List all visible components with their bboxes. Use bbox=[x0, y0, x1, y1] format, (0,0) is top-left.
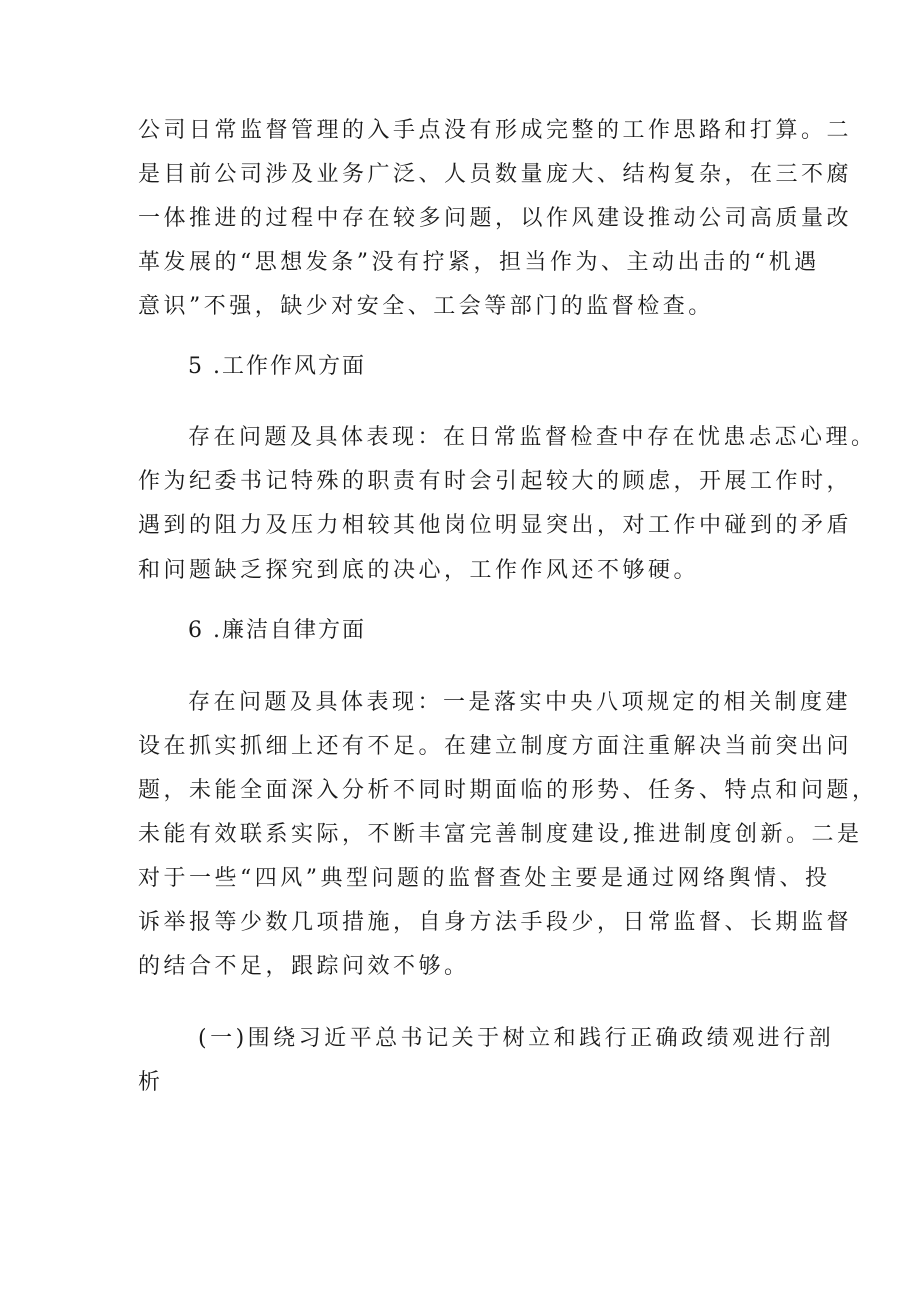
subsection-heading: (一)围绕习近平总书记关于树立和践行正确政绩观进行剖 bbox=[198, 1026, 835, 1051]
paragraph-line: 存在问题及具体表现：一是落实中央八项规定的相关制度建 bbox=[188, 690, 852, 715]
paragraph-line: 公司日常监督管理的入手点没有形成完整的工作思路和打算。二 bbox=[138, 118, 853, 143]
paragraph-line: 作为纪委书记特殊的职责有时会引起较大的顾虑，开展工作时， bbox=[138, 469, 853, 494]
subsection-heading-continued: 析 bbox=[138, 1070, 164, 1095]
paragraph-line: 诉举报等少数几项措施，自身方法手段少，日常监督、长期监督 bbox=[138, 910, 853, 935]
paragraph-line: 和问题缺乏探究到底的决心，工作作风还不够硬。 bbox=[138, 558, 700, 583]
paragraph-line: 设在抓实抓细上还有不足。在建立制度方面注重解决当前突出问 bbox=[138, 734, 853, 759]
section-heading-5: 5 .工作作风方面 bbox=[188, 354, 366, 379]
paragraph-line: 遇到的阻力及压力相较其他岗位明显突出，对工作中碰到的矛盾 bbox=[138, 513, 853, 538]
paragraph-line: 意识”不强，缺少对安全、工会等部门的监督检查。 bbox=[138, 294, 714, 319]
paragraph-line: 一体推进的过程中存在较多问题，以作风建设推动公司高质量改 bbox=[138, 206, 853, 231]
paragraph-line: 题，未能全面深入分析不同时期面临的形势、任务、特点和问题， bbox=[138, 778, 878, 803]
paragraph-line: 的结合不足，跟踪问效不够。 bbox=[138, 954, 470, 979]
paragraph-line: 对于一些“四风”典型问题的监督查处主要是通过网络舆情、投 bbox=[138, 866, 831, 891]
paragraph-line: 革发展的“思想发条”没有拧紧，担当作为、主动出击的“机遇 bbox=[138, 250, 820, 275]
section-heading-6: 6 .廉洁自律方面 bbox=[188, 618, 366, 643]
paragraph-line: 未能有效联系实际，不断丰富完善制度建设,推进制度创新。二是 bbox=[138, 822, 863, 847]
paragraph-line: 存在问题及具体表现：在日常监督检查中存在忧患忐忑心理。 bbox=[188, 425, 877, 450]
paragraph-line: 是目前公司涉及业务广泛、人员数量庞大、结构复杂，在三不腐 bbox=[138, 162, 853, 187]
